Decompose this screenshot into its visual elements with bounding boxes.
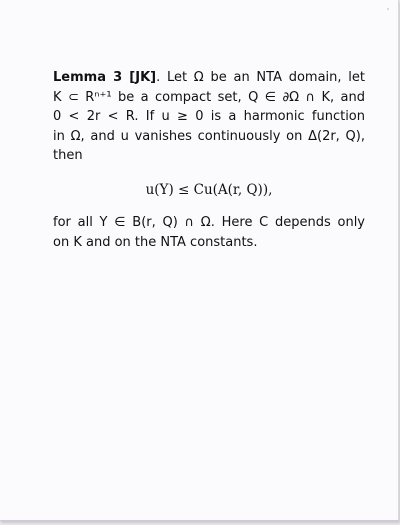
lemma-equation: u(Y) ≤ Cu(A(r, Q)), [145,181,273,198]
lemma-line-3: 0 < 2r < R. If u ≥ 0 is a harmonic function [53,109,365,124]
lemma-line-1-rest: . Let Ω be an NTA domain, let [156,70,365,85]
lemma-line-4: in Ω, and u vanishes continuously on Δ(2r, Q), [53,128,365,144]
lemma-block [53,68,365,252]
lemma-line-2: K ⊂ Rⁿ⁺¹ be a compact set, Q ∈ ∂Ω ∩ K, and [53,89,365,105]
lemma-line-6: for all Y ∈ B(r, Q) ∩ Ω. Here C depends only [53,215,365,230]
lemma-heading: Lemma 3 [JK] [53,70,157,85]
lemma-line-7: on K and on the NTA constants. [53,234,258,250]
lemma-line-5: then [53,148,83,163]
lemma-line-1 [53,68,365,88]
scan-speck [387,8,389,10]
